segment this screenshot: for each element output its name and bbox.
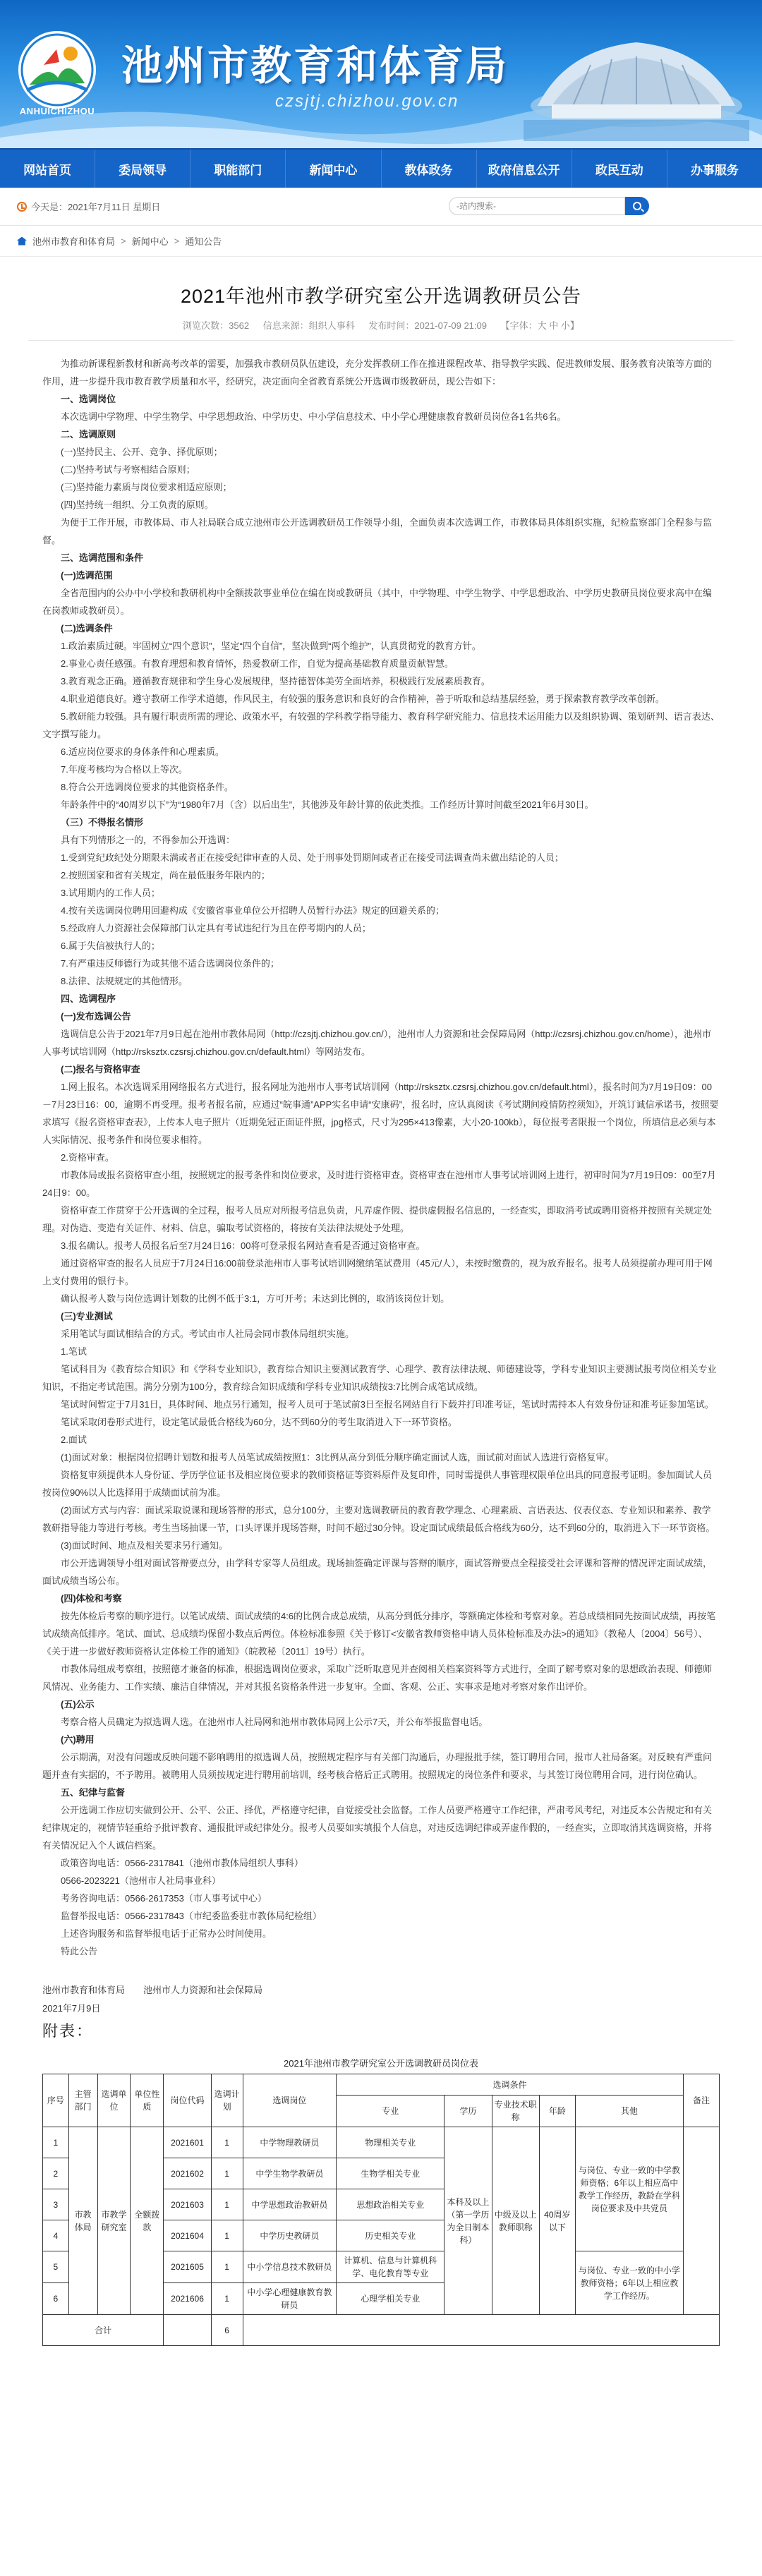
breadcrumb-separator: > — [174, 236, 180, 246]
body-paragraph: 2.面试 — [61, 1434, 87, 1445]
body-paragraph: 1.网上报名。本次选调采用网络报名方式进行，报名网址为池州市人事考试培训网（http://rsksztx.czsrsj.chizhou.gov.cn/default.html），报名时间为7月19日09：00－7月23日16：00，逾期不再受理。报考者报名前，应通过“皖事通”APP实名申请“安康码”，报名时，应认真阅读《考试期间疫情防控须知》，开筑订诚信承诺书，按照要求填写《报名资格审查表》，上传本人电子照片（近期免冠正面证件照，jpg格式，尺寸为295×413像素，大小20-100kb），每位报考者限报一个岗位，所填信息必须与本人实际情况、报考条件和岗位要求相符。 — [42, 1082, 719, 1145]
total-label: 合计 — [43, 2315, 164, 2346]
table-title: 2021年池州市教学研究室公开选调教研员岗位表 — [284, 2058, 478, 2069]
th-remark: 备注 — [683, 2074, 719, 2127]
subsection-heading: （三）不得报名情形 — [61, 817, 144, 828]
th-post: 选调岗位 — [243, 2074, 337, 2127]
article — [28, 257, 734, 2346]
site-search — [449, 197, 649, 215]
cell-code: 2021605 — [164, 2251, 211, 2283]
body-paragraph: 全省范围内的公办中小学校和教研机构中全额拨款事业单位在编在岗或教研员（其中，中学物理、中学生物学、中学思想政治、中学历史教研员岗位要求高中在编在岗教师或教研员）。 — [42, 588, 713, 616]
body-paragraph: 8.法律、法规规定的其他情形。 — [61, 976, 188, 986]
publish-date: 发布时间：2021-07-09 21:09 — [368, 320, 487, 331]
body-paragraph: 3.试用期内的工作人员； — [61, 888, 160, 898]
section-heading: 二、选调原则 — [61, 429, 116, 440]
nav-gov-info[interactable]: 政府信息公开 — [477, 150, 572, 188]
article-signature — [28, 1960, 734, 2040]
subsection-heading: (六)聘用 — [61, 1734, 95, 1745]
subsection-heading: (二)选调条件 — [61, 623, 113, 634]
body-paragraph: 市教体局组成考察组，按照德才兼备的标准，根据选调岗位要求，采取广泛听取意见并查阅相关档案资料等方式进行，全面了解考察对象的思想政治表现、师德师风情况、业务能力、工作实绩、廉洁自律情况，并对其报名资格条件进一步复审。全面、客观、公正、实事求是地对考察对象作出评价。 — [42, 1664, 713, 1692]
cell-code: 2021606 — [164, 2283, 211, 2315]
breadcrumb — [0, 226, 762, 257]
post-table-section — [28, 2040, 734, 2346]
body-paragraph: (三)坚持能力素质与岗位要求相适应原则； — [61, 482, 232, 492]
search-icon — [633, 202, 641, 210]
body-paragraph: (二)坚持考试与考察相结合原则； — [61, 464, 195, 475]
cell-post: 中小学心理健康教育教研员 — [243, 2283, 337, 2315]
stadium-illustration — [524, 21, 749, 141]
total-value: 6 — [211, 2315, 243, 2346]
nav-interaction[interactable]: 政民互动 — [572, 150, 667, 188]
signing-agencies: 池州市教育和体育局 池州市人力资源和社会保障局 — [42, 1985, 263, 1995]
today-date: 今天是：2021年7月11日 星期日 — [31, 202, 161, 212]
cell-code: 2021603 — [164, 2189, 211, 2220]
table-row — [43, 2127, 720, 2158]
body-paragraph: 公开选调工作应切实做到公开、公平、公正、择优，严格遵守纪律，自觉接受社会监督。工作人员要严格遵守工作纪律，严肃考风考纪，对违反本公告规定和有关纪律规定的，视情节轻重给予批评教育、通报批评或纪律处分。报考人员要如实填报个人信息，对违反选调纪律或弄虚作假的，一经查实，立即取消其选调资格，并将有关情况记入个人诚信档案。 — [42, 1805, 713, 1851]
cell-post: 中学物理教研员 — [243, 2127, 337, 2158]
th-unit-type: 单位性质 — [131, 2074, 164, 2127]
section-heading: 五、纪律与监督 — [61, 1787, 126, 1798]
section-heading: 三、选调范围和条件 — [61, 552, 144, 563]
body-paragraph: 笔试采取闭卷形式进行，设定笔试最低合格线为60分，达不到60分的考生取消进入下一环节资格。 — [61, 1417, 457, 1427]
font-size-control[interactable]: 【字体：大 中 小】 — [500, 320, 579, 331]
body-paragraph: 0566-2023221（池州市人社局事业科） — [61, 1875, 221, 1886]
body-paragraph: 8.符合公开选调岗位要求的其他资格条件。 — [61, 782, 234, 792]
nav-departments[interactable]: 职能部门 — [190, 150, 286, 188]
body-paragraph: 7.有严重违反师德行为或其他不适合选调岗位条件的； — [61, 958, 279, 969]
body-paragraph: 笔试科目为《教育综合知识》和《学科专业知识》，教育综合知识主要测试教育学、心理学、教育法律法规、师德建设等，学科专业知识主要测试报考岗位相关专业知识，不指定考试范围。满分分别为100分，教育综合知识成绩和学科专业知识成绩按3:7比例合成笔试成绩。 — [42, 1364, 717, 1392]
views-value: 3562 — [229, 320, 250, 331]
body-paragraph: 政策咨询电话：0566-2317841（池州市教体局组织人事科） — [61, 1858, 303, 1868]
signing-date: 2021年7月9日 — [42, 2003, 101, 2014]
body-paragraph: 2.事业心责任感强。有教育理想和教育情怀，热爱教研工作，自觉为提高基础教育质量贡献智慧。 — [61, 658, 454, 669]
cell-seq: 6 — [43, 2283, 69, 2315]
body-paragraph: 具有下列情形之一的，不得参加公开选调： — [61, 835, 236, 845]
clock-icon — [17, 202, 27, 212]
body-paragraph: 年龄条件中的“40周岁以下”为“1980年7月（含）以后出生”，其他涉及年龄计算的依此类推。工作经历计算时间截至2021年6月30日。 — [61, 799, 594, 810]
breadcrumb-notices[interactable]: 通知公告 — [185, 236, 222, 247]
th-seq: 序号 — [43, 2074, 69, 2127]
total-code-empty — [164, 2315, 211, 2346]
post-table-body — [43, 2127, 720, 2346]
body-paragraph: 为推动新课程新教材和新高考改革的需要，加强我市教研员队伍建设，充分发挥教研工作在推进课程改革、指导教学实践、促进教师发展、服务教育决策等方面的作用，进一步提升我市教育教学质量和水平，经研究，决定面向全省教育系统公开选调市级教研员，现公告如下： — [42, 358, 713, 387]
search-input[interactable] — [449, 197, 625, 215]
cell-plan: 1 — [211, 2158, 243, 2189]
breadcrumb-news[interactable]: 新闻中心 — [131, 236, 169, 247]
cell-code: 2021602 — [164, 2158, 211, 2189]
table-total-row — [43, 2315, 720, 2346]
post-table — [42, 2074, 720, 2346]
section-heading: 四、选调程序 — [61, 993, 116, 1004]
th-unit: 选调单位 — [97, 2074, 131, 2127]
main-nav — [0, 148, 762, 188]
subsection-heading: (三)专业测试 — [61, 1311, 113, 1322]
body-paragraph: 考务咨询电话：0566-2617353（市人事考试中心） — [61, 1893, 267, 1904]
body-paragraph: 选调信息公告于2021年7月9日起在池州市教体局网（http://czsjtj.chizhou.gov.cn/），池州市人力资源和社会保障局网（http://czsrsj.chizhou.gov.cn/home），池州市人事考试培训网（http://rsksztx.czsrsj.chizhou.gov.cn/default.html）等网站发布。 — [42, 1029, 712, 1057]
body-paragraph: 特此公告 — [61, 1946, 98, 1957]
th-dept: 主管部门 — [68, 2074, 97, 2127]
body-paragraph: 4.职业道德良好。遵守教研工作学术道德，作风民主，有较强的服务意识和良好的合作精神，善于听取和总结基层经验，勇于探索教育教学改革创新。 — [61, 694, 665, 704]
cell-seq: 4 — [43, 2220, 69, 2251]
body-paragraph: 考察合格人员确定为拟选调人选。在池州市人社局网和池州市教体局网上公示7天，并公布举报监督电话。 — [61, 1717, 488, 1727]
subsection-heading: (五)公示 — [61, 1699, 95, 1710]
body-paragraph: 笔试时间暂定于7月31日，具体时间、地点另行通知，报考人员可于笔试前3日至报名网站自行下载并打印准考证，笔试时需持本人有效身份证和准考证参加笔试。 — [61, 1399, 714, 1410]
body-paragraph: (1)面试对象：根据岗位招聘计划数和报考人员笔试成绩按照1：3比例从高分到低分顺序确定面试人选，面试前对面试人选进行资格复审。 — [61, 1452, 615, 1463]
body-paragraph: 6.属于失信被执行人的； — [61, 941, 160, 951]
body-paragraph: 市公开选调领导小组对面试答辩要点分，由学科专家等人员组成。现场抽签确定评课与答辩的顺序，面试答辩要点全程接受社会评课和答辩的情况评定面试成绩，面试成绩当场公布。 — [42, 1558, 713, 1586]
page-title: 2021年池州市教学研究室公开选调教研员公告 — [180, 286, 582, 307]
home-icon — [17, 237, 27, 246]
th-other: 其他 — [575, 2096, 683, 2127]
body-paragraph: (一)坚持民主、公开、竞争、择优原则； — [61, 447, 223, 457]
body-paragraph: 1.笔试 — [61, 1346, 87, 1357]
body-paragraph: 2.按照国家和省有关规定，尚在最低服务年限内的； — [61, 870, 270, 881]
cell-other-a: 与岗位、专业一致的中学教师资格；6年以上相应高中教学工作经历，教龄在学科岗位要求及中共党员 — [575, 2127, 683, 2251]
cell-plan: 1 — [211, 2220, 243, 2251]
body-paragraph: 监督举报电话：0566-2317843（市纪委监委驻市教体局纪检组） — [61, 1911, 322, 1921]
body-paragraph: 采用笔试与面试相结合的方式。考试由市人社局会同市教体局组织实施。 — [61, 1329, 355, 1339]
body-paragraph: (四)坚持统一组织、分工负责的原则。 — [61, 500, 214, 510]
body-paragraph: 3.教育观念正确。遵循教育规律和学生身心发展规律，坚持德智体美劳全面培养，积极践行发展素质教育。 — [61, 676, 490, 687]
cell-title: 中级及以上教师职称 — [492, 2127, 539, 2315]
body-paragraph: 2.资格审查。 — [61, 1152, 114, 1163]
article-meta — [28, 318, 734, 341]
body-paragraph: 1.政治素质过硬。牢固树立“四个意识”，坚定“四个自信”，坚决做到“两个维护”，认真贯彻党的教育方针。 — [61, 641, 481, 651]
body-paragraph: 1.受到党纪政纪处分期限未满或者正在接受纪律审查的人员、处于刑事处罚期间或者正在接受司法调查尚未做出结论的人员； — [61, 852, 564, 863]
body-paragraph: 3.报名确认。报考人员报名后至7月24日16：00将可登录报名网站查看是否通过资格审查。 — [61, 1240, 425, 1251]
cell-seq: 3 — [43, 2189, 69, 2220]
body-paragraph: (2)面试方式与内容：面试采取说课和现场答辩的形式，总分100分，主要对选调教研员的教育教学理念、心理素质、言语表达、仪表仪态、专业知识和素养、教学教研指导能力等进行考核。考生当场抽课一节，口头评课并现场答辩，时间不超过30分钟。设定面试成绩最低合格线为60分，达不到60分的，取消进入下一环节资格。 — [42, 1505, 715, 1533]
nav-home[interactable]: 网站首页 — [0, 150, 95, 188]
views-label: 浏览次数： — [183, 320, 229, 331]
article-source: 信息来源：组织人事科 — [262, 320, 355, 331]
th-code: 岗位代码 — [164, 2074, 211, 2127]
body-paragraph: 资格复审须提供本人身份证、学历学位证书及相应岗位要求的教师资格证等资料原件及复印件，同时需提供人事管理权限单位出具的同意报考证明。参加面试人员按岗位90%以人比选择用于成绩面试前为准。 — [42, 1470, 713, 1498]
cell-plan: 1 — [211, 2189, 243, 2220]
body-paragraph: 7.年度考核均为合格以上等次。 — [61, 764, 188, 775]
site-title[interactable]: 池州市教育和体育局 — [121, 43, 509, 89]
site-header — [0, 0, 762, 148]
cell-major: 物理相关专业 — [337, 2127, 445, 2158]
nav-leaders[interactable]: 委局领导 — [95, 150, 190, 188]
cell-major: 历史相关专业 — [337, 2220, 445, 2251]
cell-code: 2021604 — [164, 2220, 211, 2251]
cell-unit-type: 全额拨款 — [131, 2127, 164, 2315]
subsection-heading: (一)选调范围 — [61, 570, 113, 581]
section-heading: 一、选调岗位 — [61, 394, 116, 404]
body-paragraph: 资格审查工作贯穿于公开选调的全过程，报考人员应对所报考信息负责，凡弄虚作假、提供虚假报名信息的，一经查实，即取消考试或聘用资格并按照有关规定处理。对伪造、变造有关证件、材料、信息，骗取考试资格的，将按有关法律法规处予处理。 — [42, 1205, 713, 1233]
body-paragraph: 本次选调中学物理、中学生物学、中学思想政治、中学历史、中小学信息技术、中小学心理健康教育教研员岗位各1名共6名。 — [61, 411, 567, 422]
logo-emblem-icon — [16, 28, 99, 111]
cell-post: 中小学信息技术教研员 — [243, 2251, 337, 2283]
cell-code: 2021601 — [164, 2127, 211, 2158]
cell-seq: 1 — [43, 2127, 69, 2158]
subsection-heading: (四)体检和考察 — [61, 1593, 122, 1604]
th-age: 年龄 — [539, 2096, 575, 2127]
cell-seq: 5 — [43, 2251, 69, 2283]
article-body — [28, 341, 734, 1960]
cell-other-b: 与岗位、专业一致的中小学教师资格；6年以上相应教学工作经历。 — [575, 2251, 683, 2315]
cell-dept: 市教体局 — [68, 2127, 97, 2315]
th-conditions: 选调条件 — [337, 2074, 684, 2096]
views-count — [183, 320, 249, 331]
cell-major: 计算机、信息与计算机科学、电化教育等专业 — [337, 2251, 445, 2283]
body-paragraph: 市教体局或报名资格审查小组，按照规定的报考条件和岗位要求，及时进行资格审查。资格审查在池州市人事考试培训网上进行，初审时间为7月19日09：00至7月24日9：00。 — [42, 1170, 716, 1198]
body-paragraph: 6.适应岗位要求的身体条件和心理素质。 — [61, 746, 224, 757]
th-title: 专业技术职称 — [492, 2096, 539, 2127]
cell-post: 中学思想政治教研员 — [243, 2189, 337, 2220]
body-paragraph: 为便于工作开展，市教体局、市人社局联合成立池州市公开选调教研员工作领导小组，全面负责本次选调工作，市教体局具体组织实施，纪检监察部门全程参与监督。 — [42, 517, 713, 545]
cell-seq: 2 — [43, 2158, 69, 2189]
cell-plan: 1 — [211, 2251, 243, 2283]
breadcrumb-home[interactable]: 池州市教育和体育局 — [32, 236, 116, 247]
body-paragraph: (3)面试时间、地点及相关要求另行通知。 — [61, 1540, 228, 1551]
nav-affairs[interactable]: 教体政务 — [382, 150, 477, 188]
nav-services[interactable]: 办事服务 — [690, 163, 739, 177]
cell-edu: 本科及以上（第一学历为全日制本科） — [445, 2127, 492, 2315]
cell-plan: 1 — [211, 2127, 243, 2158]
body-paragraph: 公示期满，对没有问题或反映问题不影响聘用的拟选调人员，按照规定程序与有关部门沟通后，办理报批手续，签订聘用合同，报市人社局备案。对反映有严重问题并查有实据的，不予聘用。被聘用人员须按规定进行聘用前培训，经考核合格后正式聘用。按照规定的岗位条件和要求，与其签订岗位聘用合同，进行岗位确认。 — [42, 1752, 713, 1780]
body-paragraph: 4.按有关选调岗位聘用回避构成《安徽省事业单位公开招聘人员暂行办法》规定的回避关系的； — [61, 905, 445, 916]
cell-remark — [683, 2127, 719, 2315]
annex-label: 附表： — [42, 2022, 94, 2040]
logo-caption: ANHUICHIZHOU — [19, 106, 95, 116]
total-empty — [243, 2315, 719, 2346]
body-paragraph: 按先体检后考察的顺序进行。以笔试成绩、面试成绩的4:6的比例合成总成绩，从高分到低分排序，等额确定体检和考察对象。若总成绩相同先按面试成绩，再按笔试成绩高低排序。笔试、面试、总成绩均保留小数点后两位。体检标准参照《关于修订<安徽省教师资格申请人员体检标准及办法>的通知》（教秘人〔2004〕56号）、《关于进一步做好教师资格认定体检工作的通知》（皖教秘〔2011〕19号）执行。 — [42, 1611, 716, 1657]
body-paragraph: 5.教研能力较强。具有履行职责所需的理论、政策水平，有较强的学科教学指导能力、教育科学研究能力、信息技术运用能力以及组织协调、策划研判、语言表达、文字撰写能力。 — [42, 711, 720, 739]
info-bar — [0, 188, 762, 226]
cell-major: 心理学相关专业 — [337, 2283, 445, 2315]
th-plan: 选调计划 — [211, 2074, 243, 2127]
cell-plan: 1 — [211, 2283, 243, 2315]
nav-news[interactable]: 新闻中心 — [286, 150, 381, 188]
cell-major: 思想政治相关专业 — [337, 2189, 445, 2220]
body-paragraph: 5.经政府人力资源社会保障部门认定具有考试违纪行为且在停考期内的人员； — [61, 923, 371, 933]
cell-unit: 市教学研究室 — [97, 2127, 131, 2315]
cell-post: 中学生物学教研员 — [243, 2158, 337, 2189]
site-domain: czsjtj.chizhou.gov.cn — [275, 92, 459, 111]
cell-major: 生物学相关专业 — [337, 2158, 445, 2189]
breadcrumb-separator: > — [121, 236, 126, 246]
cell-post: 中学历史教研员 — [243, 2220, 337, 2251]
subsection-heading: (二)报名与资格审查 — [61, 1064, 140, 1075]
th-major: 专业 — [337, 2096, 445, 2127]
search-button[interactable] — [625, 197, 649, 215]
cell-age: 40周岁以下 — [539, 2127, 575, 2315]
th-edu: 学历 — [445, 2096, 492, 2127]
subsection-heading: (一)发布选调公告 — [61, 1011, 131, 1022]
body-paragraph: 上述咨询服务和监督举报电话于正常办公时间使用。 — [61, 1928, 272, 1939]
body-paragraph: 确认报考人数与岗位选调计划数的比例不低于3:1，方可开考；未达到比例的，取消该岗位计划。 — [61, 1293, 450, 1304]
body-paragraph: 通过资格审查的报名人员应于7月24日16:00前登录池州市人事考试培训网缴纳笔试费用（45元/人），未按时缴费的，视为放弃报名。报考人员须提前办理可用于网上支付费用的银行卡。 — [42, 1258, 713, 1286]
